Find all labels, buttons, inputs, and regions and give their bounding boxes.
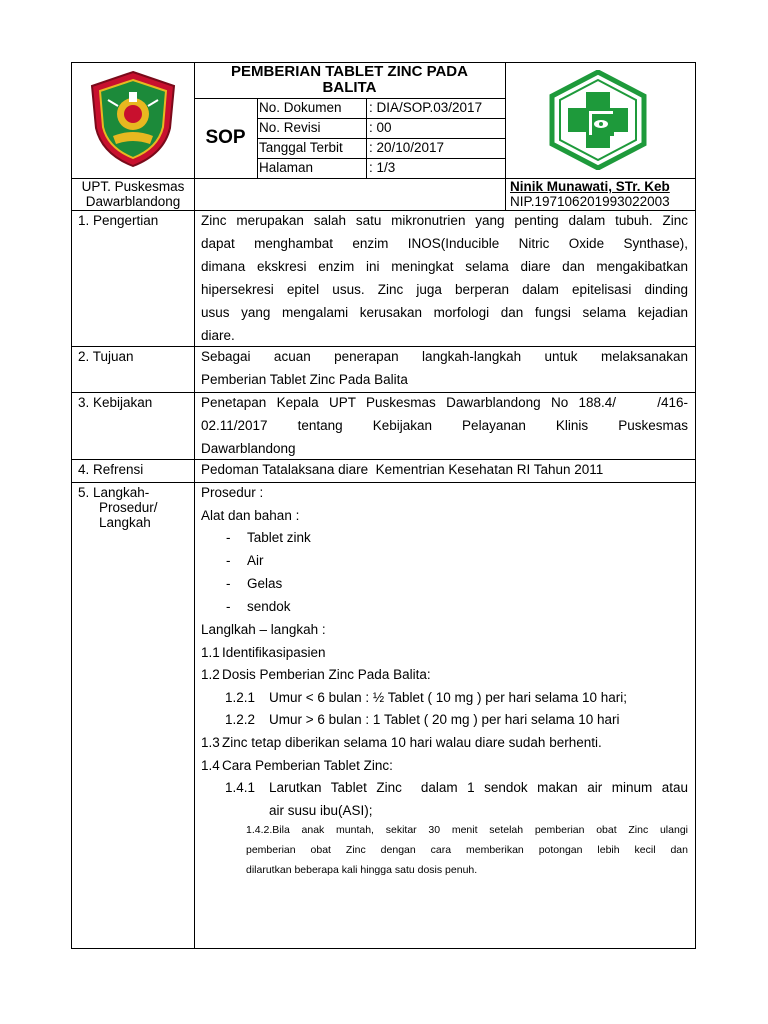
step-number: 1.4 <box>201 758 220 773</box>
langkah-heading: Langlkah – langkah : <box>201 622 326 637</box>
section-label-langkah: 5. Langkah- <box>78 485 150 500</box>
text-line: Pemberian Tablet Zinc Pada Balita <box>201 372 408 387</box>
text-line: Larutkan Tablet Zinc dalam 1 sendok makan air minum atau <box>269 780 688 795</box>
substep-number: 1.2.1 <box>225 690 256 705</box>
section-body-pengertian <box>201 209 688 347</box>
org-name-line2: Dawarblandong <box>85 194 181 209</box>
bullet: - <box>226 576 231 591</box>
substep-text-1-4-2 <box>246 820 688 880</box>
section-label-langkah-2: Prosedur/ <box>99 500 158 515</box>
text-line: air susu ibu(ASI); <box>269 803 373 818</box>
doc-field-value: : 20/10/2017 <box>369 140 445 155</box>
puskesmas-cross-logo <box>548 70 648 170</box>
step-text: Identifikasipasien <box>222 645 326 660</box>
document-title-line1: PEMBERIAN TABLET ZINC PADA <box>231 63 468 80</box>
step-number: 1.2 <box>201 667 220 682</box>
step-text: Zinc tetap diberikan selama 10 hari walau diare sudah berhenti. <box>222 735 602 750</box>
list-item: Gelas <box>247 576 283 591</box>
section-label-tujuan: 2. Tujuan <box>78 349 134 364</box>
list-item: sendok <box>247 599 291 614</box>
section-label-refrensi: 4. Refrensi <box>78 462 144 477</box>
substep-text: Umur > 6 bulan : 1 Tablet ( 20 mg ) per hari selama 10 hari <box>269 712 620 727</box>
text-line: Zinc merupakan salah satu mikronutrien yang penting dalam tubuh. Zinc <box>201 213 688 228</box>
doc-field-label: Halaman <box>259 160 314 175</box>
signer-name: Ninik Munawati, STr. Keb <box>510 179 670 194</box>
bullet: - <box>226 530 231 545</box>
section-label-langkah-3: Langkah <box>99 515 151 530</box>
section-body-kebijakan <box>201 391 688 460</box>
regency-emblem-logo <box>88 70 178 168</box>
step-number: 1.3 <box>201 735 220 750</box>
section-label-kebijakan: 3. Kebijakan <box>78 395 153 410</box>
doc-field-label: Tanggal Terbit <box>259 140 343 155</box>
text-line: diare. <box>201 328 235 343</box>
text-line: dapat menghambat enzim INOS(Inducible Nitric Oxide Synthase), <box>201 236 688 251</box>
document-title-line2: BALITA <box>322 79 377 96</box>
doc-field-value: : 00 <box>369 120 392 135</box>
step-number: 1.1 <box>201 645 220 660</box>
substep-text-1-4-1 <box>269 776 688 822</box>
substep-text: Umur < 6 bulan : ½ Tablet ( 10 mg ) per hari selama 10 hari; <box>269 690 628 705</box>
section-body-refrensi: Pedoman Tatalaksana diare Kementrian Kesehatan RI Tahun 2011 <box>201 462 604 477</box>
text-line: 1.4.2.Bila anak muntah, sekitar 30 menit setelah pemberian obat Zinc ulangi <box>246 824 688 836</box>
signer-nip: NIP.197106201993022003 <box>510 194 670 209</box>
text-line: hipersekresi epitel usus. Zinc juga berperan dalam epitelisasi dinding <box>201 282 688 297</box>
doc-field-value: : 1/3 <box>369 160 396 175</box>
text-line: Sebagai acuan penerapan langkah-langkah untuk melaksanakan <box>201 349 688 364</box>
sop-label: SOP <box>205 127 246 148</box>
list-item: Tablet zink <box>247 530 311 545</box>
alat-heading: Alat dan bahan : <box>201 508 300 523</box>
section-body-tujuan <box>201 345 688 391</box>
text-line: Penetapan Kepala UPT Puskesmas Dawarblandong No 188.4/ /416- <box>201 395 688 410</box>
text-line: 02.11/2017 tentang Kebijakan Pelayanan Klinis Puskesmas <box>201 418 688 433</box>
prosedur-heading: Prosedur : <box>201 485 264 500</box>
text-line: usus yang mengalami kerusakan morfologi dan fungsi selama kejadian <box>201 305 688 320</box>
text-line: Dawarblandong <box>201 441 296 456</box>
bullet: - <box>226 599 231 614</box>
section-label-pengertian: 1. Pengertian <box>78 213 159 228</box>
text-line: dimana ekskresi enzim ini meningkat selama diare dan mengakibatkan <box>201 259 688 274</box>
doc-field-value: : DIA/SOP.03/2017 <box>369 100 483 115</box>
step-text: Dosis Pemberian Zinc Pada Balita: <box>222 667 431 682</box>
text-line: dilarutkan beberapa kali hingga satu dosis penuh. <box>246 864 478 876</box>
substep-number: 1.4.1 <box>225 780 256 795</box>
text-line: pemberian obat Zinc dengan cara memberikan potongan lebih kecil dan <box>246 844 688 856</box>
list-item: Air <box>247 553 264 568</box>
doc-field-label: No. Dokumen <box>259 100 342 115</box>
doc-field-label: No. Revisi <box>259 120 321 135</box>
step-text: Cara Pemberian Tablet Zinc: <box>222 758 393 773</box>
org-name-line1: UPT. Puskesmas <box>81 179 185 194</box>
bullet: - <box>226 553 231 568</box>
substep-number: 1.2.2 <box>225 712 256 727</box>
